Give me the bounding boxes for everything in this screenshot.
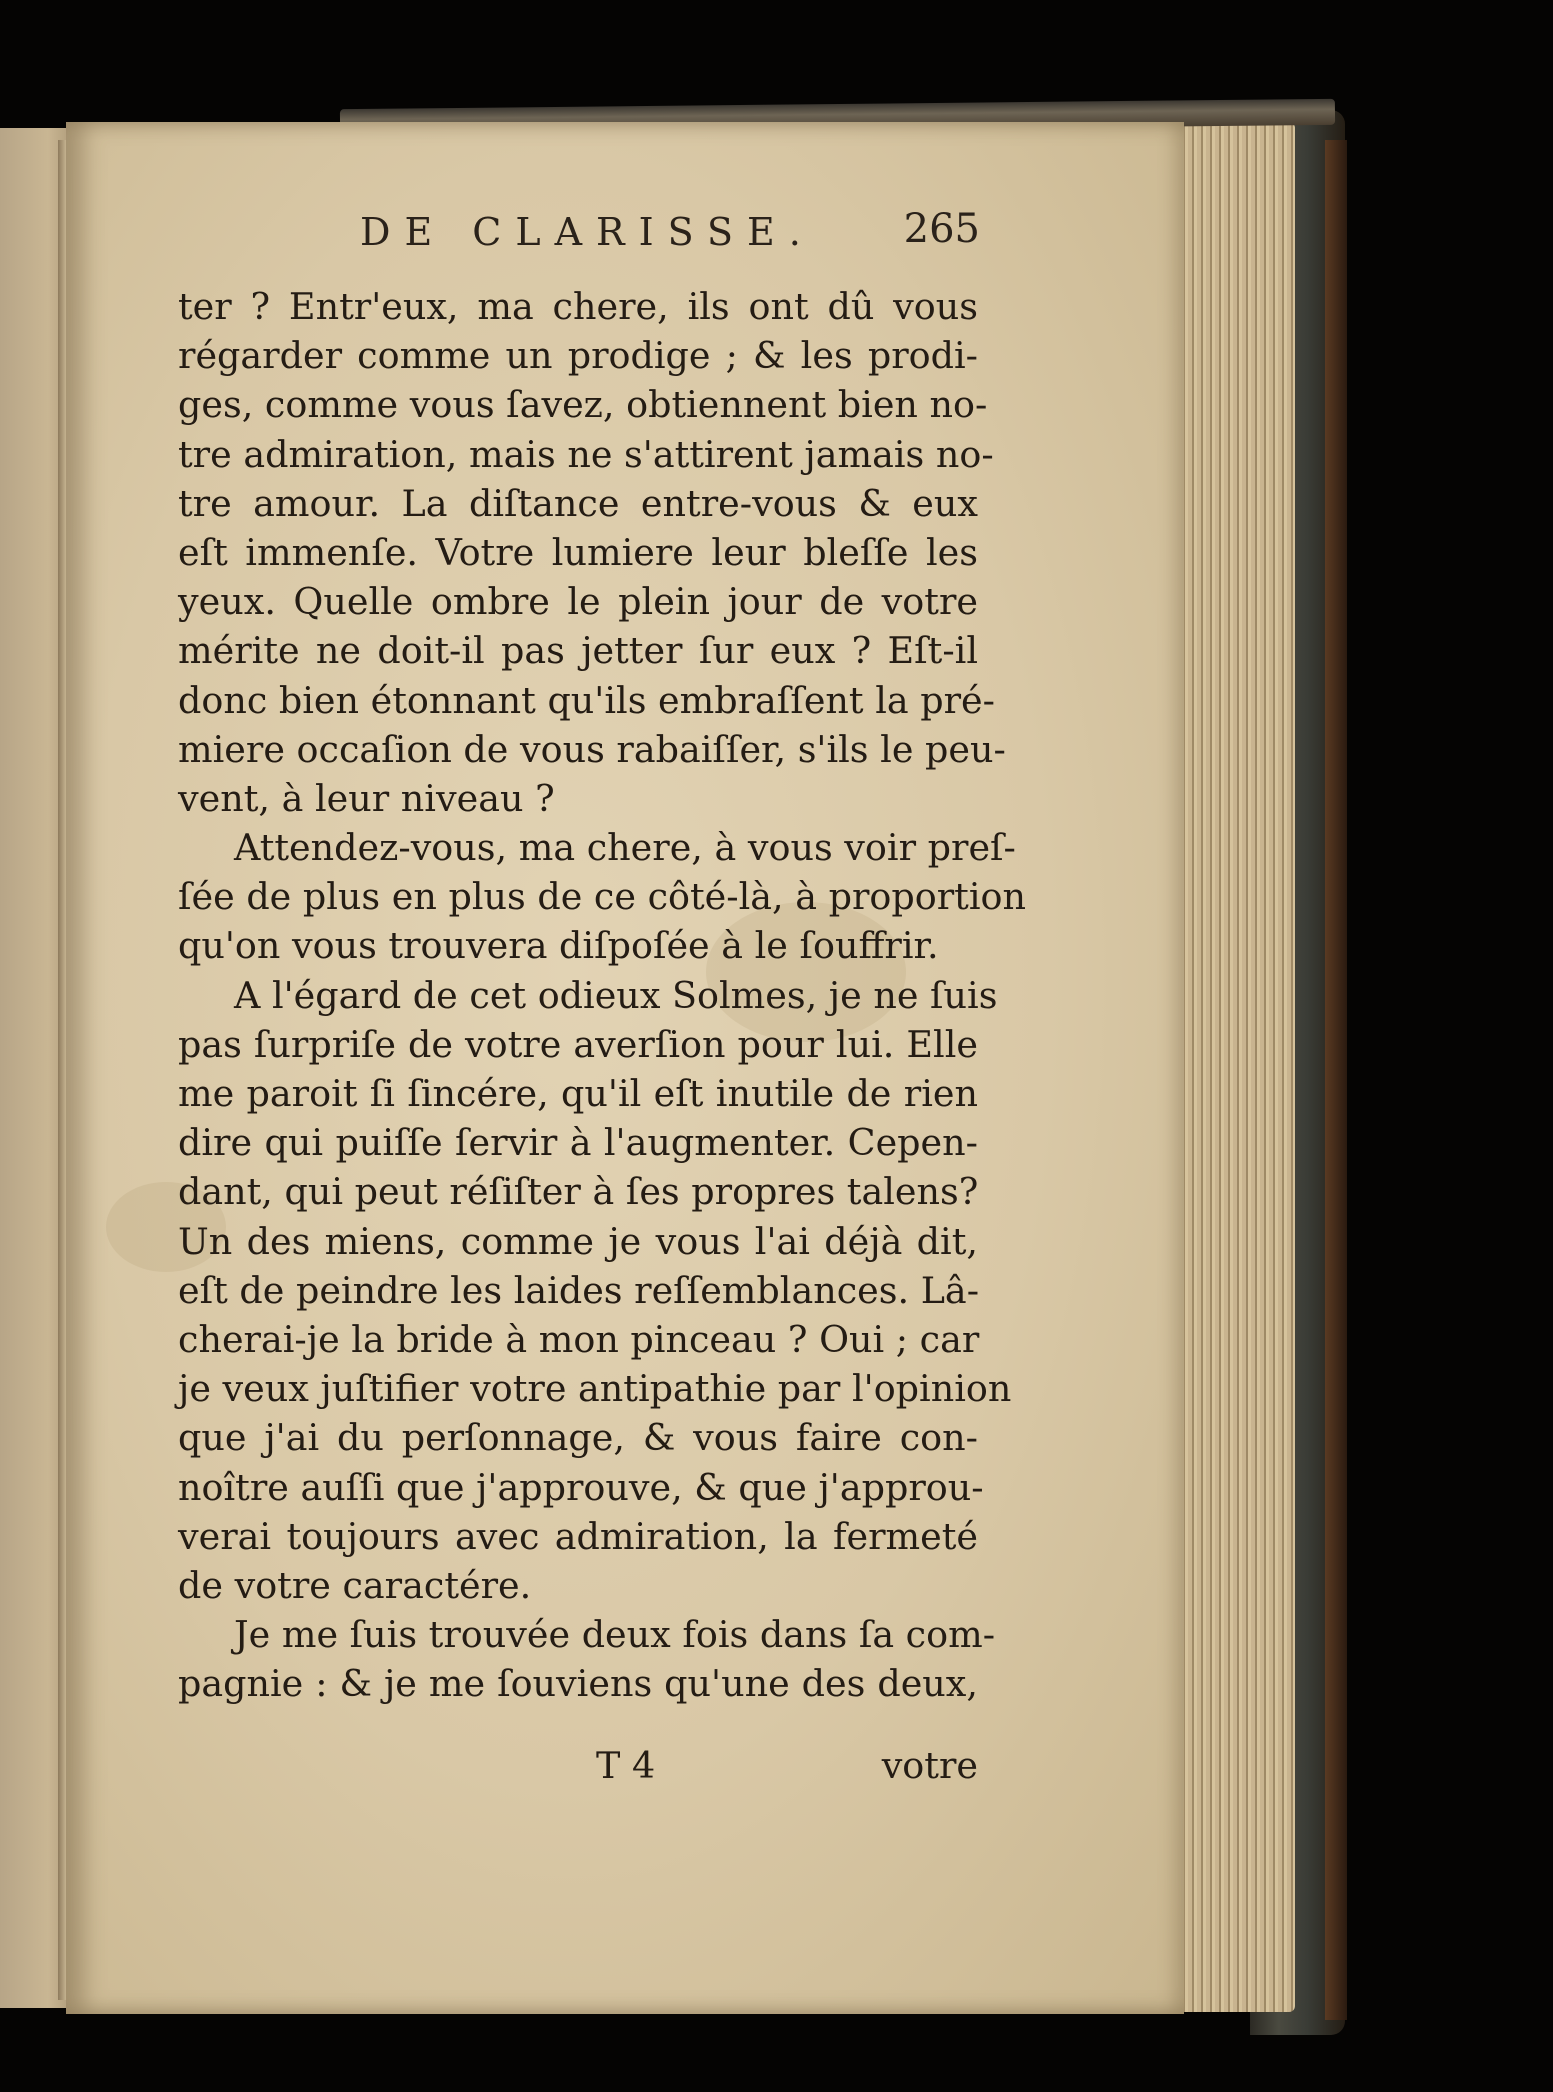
text-line: A l'égard de cet odieux Solmes, je ne ſuis (234, 973, 998, 1017)
text-line: tre amour. La diſtance entre-vous & eux (178, 481, 978, 525)
text-line: donc bien étonnant qu'ils embraſſent la pré- (178, 678, 995, 722)
leather-binding (1325, 140, 1347, 2020)
text-line: miere occaſion de vous rabaiſſer, s'ils le peu- (178, 727, 1006, 771)
text-line: pagnie : & je me ſouviens qu'une des deux, (178, 1662, 978, 1706)
text-line: dant, qui peut réſiſter à ſes propres talens? (178, 1170, 979, 1214)
body-text (178, 282, 1026, 1708)
text-line: tre admiration, mais ne s'attirent jamais no- (178, 432, 994, 476)
text-line: me paroit ſi ſincére, qu'il eſt inutile de rien (178, 1072, 978, 1115)
text-line: que j'ai du perſonnage, & vous faire con- (178, 1416, 978, 1460)
text-line: Je me ſuis trouvée deux fois dans ſa com- (234, 1613, 996, 1657)
text-line: ſée de plus en plus de ce côté-là, à proportion (178, 875, 1026, 919)
text-line: qu'on vous trouvera diſpoſée à le ſouffrir. (178, 924, 939, 968)
catchword: votre (881, 1744, 978, 1787)
signature-mark: T 4 (596, 1744, 656, 1787)
text-line: cherai-je la bride à mon pinceau ? Oui ; car (178, 1317, 980, 1361)
page-number: 265 (903, 206, 980, 252)
text-line: yeux. Quelle ombre le plein jour de votre (178, 580, 978, 624)
page-edges-stack (1170, 122, 1295, 2012)
text-line: ter ? Entr'eux, ma chere, ils ont dû vous (178, 285, 978, 328)
text-line: je veux juſtifier votre antipathie par l'opinion (178, 1367, 1012, 1411)
text-line: noître auſſi que j'approuve, & que j'approu- (178, 1465, 984, 1509)
text-line: dire qui puiſſe ſervir à l'augmenter. Cepen- (178, 1121, 978, 1165)
text-line: Un des miens, comme je vous l'ai déjà dit, (178, 1219, 978, 1263)
page-footer (178, 1744, 978, 1794)
text-line: mérite ne doit-il pas jetter ſur eux ? Eſt-il (178, 629, 978, 673)
text-line: eſt immenſe. Votre lumiere leur bleſſe les (178, 530, 978, 574)
text-line: ges, comme vous ſavez, obtiennent bien no- (178, 383, 988, 427)
text-line: Attendez-vous, ma chere, à vous voir preſ- (234, 826, 1016, 870)
text-line: eſt de peindre les laides reſſemblances. Lâ- (178, 1268, 980, 1312)
text-line: régarder comme un prodige ; & les prodi- (178, 334, 978, 378)
text-line: verai toujours avec admiration, la fermeté (178, 1514, 978, 1558)
text-line: pas ſurpriſe de votre averſion pour lui. Elle (178, 1022, 978, 1066)
running-title: DE CLARISSE. (360, 210, 815, 254)
text-line: de votre caractére. (178, 1563, 532, 1607)
text-line: vent, à leur niveau ? (178, 776, 555, 820)
page-header (360, 206, 980, 266)
